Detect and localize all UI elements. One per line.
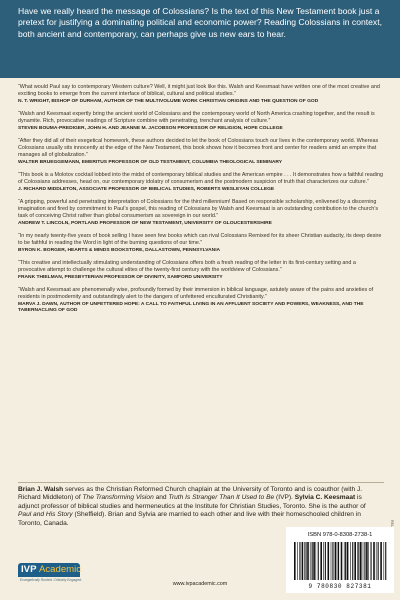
endorsement-attribution (18, 302, 384, 314)
endorser-affiliation: , ASSOCIATE PROFESSOR OF BIBLICAL STUDIES, ROBERTS WESLEYAN COLLEGE (76, 186, 275, 192)
barcode-bar (316, 542, 317, 580)
barcode-bar (345, 542, 346, 580)
barcode-bar (385, 542, 386, 580)
barcode-bar (376, 542, 377, 580)
barcode-bar (304, 542, 305, 580)
endorsement (18, 233, 384, 254)
barcode-bar (344, 542, 345, 580)
barcode-bar (341, 542, 343, 580)
endorsement-attribution (18, 99, 384, 105)
barcode-bar (371, 542, 372, 580)
endorsement-attribution (18, 126, 384, 132)
barcode-bar (312, 542, 313, 580)
barcode-bar (337, 542, 338, 580)
author-name-keesmaat: Sylvia C. Keesmaat (294, 494, 356, 502)
barcode-bar (328, 542, 330, 580)
bio-text: is adjunct professor of biblical studies and hermeneutics at the Institute for Christian Studies, Toronto. She is the author of (18, 494, 366, 510)
endorsement (18, 287, 384, 314)
endorsement-quote: “Walsh and Keesmaat expertly bring the ancient world of Colossians and the contemporary world of North America crashing together, and the result is dynamite. Rich, provocative readings of Scripture combine with penetrating, trenchant analysis of culture.” (18, 111, 375, 124)
author-name-walsh: Brian J. Walsh (18, 486, 64, 493)
barcode-bar (352, 542, 353, 580)
barcode-bar (313, 542, 315, 580)
book-title: The Transforming Vision (82, 494, 154, 502)
endorsement-quote: “This book is a Molotov cocktail lobbed into the midst of contemporary biblical studies and the American empire . . . It demonstrates how a faithful reading of Colossians addresses, head on, our contemporary idolatry of consumerism and the postmodern suspicion of truth that characterizes our culture.” (18, 172, 383, 185)
endorsement (18, 260, 384, 281)
endorser-affiliation: , JOHN H. AND JEANNE M. JACOBSON PROFESSOR OF RELIGION, HOPE COLLEGE (84, 126, 283, 132)
book-title: Truth Is Stranger Than It Used to Be (168, 494, 275, 502)
barcode-bar (294, 542, 296, 580)
barcode-bar (306, 542, 307, 580)
intro-text: Have we really heard the message of Colossians? Is the text of this New Testament book just a pretext for justifying a dominating political and economic power? Reading Colossians in context, both ancient and contemporary, can perhaps give us new ears to hear. (18, 6, 383, 39)
barcode-bar (373, 542, 375, 580)
barcode-bar (378, 542, 379, 580)
endorsement-attribution (18, 275, 384, 281)
logo-brand: IVP (21, 564, 37, 575)
barcode-bar (358, 542, 359, 580)
endorsement-quote: “This creative and intellectually stimulating understanding of Colossians offers both a fresh reading of the letter in its first-century setting and a provocative attempt to challenge the cultural elites of the twenty-first century with the worldview of Colossians.” (18, 260, 356, 273)
logo-division: Academic (38, 564, 82, 575)
barcode-bar (368, 542, 369, 580)
endorsement-quote: “After they did all of their exegetical homework, these authors decided to let the book of Colossians touch our lives in the contemporary world. Whereas Colossians usually sits innocently at the edge of the New Testament, this book shows how it becomes front and center for readers amid an empire that manages all of globalization.” (18, 138, 379, 158)
barcode-bar (297, 542, 298, 580)
bio-text: (IVP). (274, 494, 295, 502)
endorsement-quote: “In my nearly twenty-five years of book selling I have seen few books which can rival Colossians Remixed for its sheer Christian audacity, its deep desire to be faithful in reading the Word in light of the burning questions of our time.” (18, 232, 382, 246)
barcode (292, 542, 388, 582)
endorser-affiliation: , EMERITUS PROFESSOR OF OLD TESTAMENT, COLUMBIA THEOLOGICAL SEMINARY (79, 159, 283, 165)
endorser-name: N. T. WRIGHT (18, 98, 49, 104)
barcode-bar (320, 542, 322, 580)
endorsement-attribution (18, 160, 384, 166)
endorser-name: STEVEN BOUMA-PREDIGER (18, 126, 85, 132)
barcode-bar (366, 542, 368, 580)
endorsement (18, 172, 384, 193)
logo-text (21, 564, 81, 576)
endorser-name: MARVA J. DAWN (18, 302, 58, 308)
endorsement-attribution (18, 187, 384, 193)
barcode-bar (354, 542, 356, 580)
endorser-affiliation: , PRESBYTERIAN PROFESSOR OF DIVINITY, SAMFORD UNIVERSITY (61, 274, 223, 280)
endorser-name: BYRON K. BORGER (18, 247, 65, 253)
barcode-bar (350, 542, 351, 580)
barcode-bar (332, 542, 333, 580)
barcode-digits: 9 780830 827381 (308, 583, 372, 590)
barcode-bar (299, 542, 300, 580)
book-title: Paul and His Story (18, 511, 73, 519)
isbn-label: ISBN 978-0-8308-2738-1 (307, 532, 373, 538)
endorser-affiliation: , AUTHOR OF UNFETTERED HOPE: A CALL TO FAITHFUL LIVING IN AN AFFLUENT SOCIETY AND POWERS, WEAKNESS, AND THE TABERNACLING OF GOD (18, 302, 364, 314)
bio-text: serves as the Christian Reformed Church chaplain at the University of Toronto and is coauthor (with J. Richard Middleton) of (18, 486, 363, 502)
barcode-bar (384, 542, 385, 580)
publisher-logo (18, 563, 84, 591)
barcode-bar (380, 542, 382, 580)
endorser-name: ANDREW T. LINCOLN (18, 220, 69, 226)
barcode-bar (310, 542, 311, 580)
bio-text: and (153, 494, 169, 502)
endorsement-attribution (18, 221, 384, 227)
publisher-website[interactable]: www.ivpacademic.com (172, 581, 228, 587)
endorsements (18, 84, 384, 320)
barcode-bar (347, 542, 349, 580)
barcode-bar (338, 542, 339, 580)
endorser-name: J. RICHARD MIDDLETON (18, 186, 77, 192)
endorser-affiliation: , PORTLAND PROFESSOR OF NEW TESTAMENT, UNIVERSITY OF GLOUCESTERSHIRE (68, 220, 272, 226)
barcode-bar (363, 542, 364, 580)
barcode-bar (318, 542, 319, 580)
barcode-bar (323, 542, 324, 580)
endorsement-attribution (18, 248, 384, 254)
author-bio (18, 486, 378, 528)
endorsement (18, 138, 384, 166)
logo-tagline: Evangelically Rooted. Critically Engaged. (20, 578, 82, 582)
barcode-bar (364, 542, 365, 580)
endorser-affiliation: , HEARTS & MINDS BOOKSTORE, DALLASTOWN, PENNSYLVANIA (64, 247, 221, 253)
endorser-name: FRANK THIELMAN (18, 274, 62, 280)
endorsement-quote: “What would Paul say to contemporary Western culture? Well, it might just look like this. Walsh and Keesmaat have written one of the most creative and exciting books to emerge from the current interface of biblical, cultural and political studies.” (18, 84, 380, 97)
endorsement-quote: “A gripping, powerful and penetrating interpretation of Colossians for the third millennium! Based on responsible scholarship, enlivened by a discerning imagination and fired by commitment to Paul’s gospel, this reading of Colossians by Walsh and Keesmaat is an outstanding contribution to the church’s task of conceiving Christ rather than global consumerism as sovereign in our world.” (18, 199, 379, 219)
barcode-bar (331, 542, 332, 580)
barcode-box (286, 527, 394, 593)
barcode-bar (360, 542, 362, 580)
barcode-bar (325, 542, 326, 580)
barcode-bar (302, 542, 304, 580)
divider (18, 482, 384, 483)
endorsement (18, 199, 384, 227)
endorsement (18, 111, 384, 132)
endorsement-quote: “Walsh and Keesmaat are phenomenally wise, profoundly formed by their immersion in biblical language, astutely aware of the pains and anxieties of residents in postmodernity and outstandingly alert to the dangers of unfettered enculturated Christianity.” (18, 287, 374, 300)
endorsement (18, 84, 384, 105)
endorser-name: WALTER BRUEGGEMANN (18, 159, 80, 165)
barcode-bar (357, 542, 358, 580)
intro-banner (0, 0, 400, 78)
barcode-bar (307, 542, 309, 580)
bio-text: (Sheffield). Brian and Sylvia are married to each other and live with their homeschooled children in Toronto, Canada. (18, 511, 361, 527)
barcode-bar (335, 542, 337, 580)
endorser-affiliation: , BISHOP OF DURHAM, AUTHOR OF THE MULTIVOLUME WORK CHRISTIAN ORIGINS AND THE QUESTION OF GOD (48, 98, 319, 104)
